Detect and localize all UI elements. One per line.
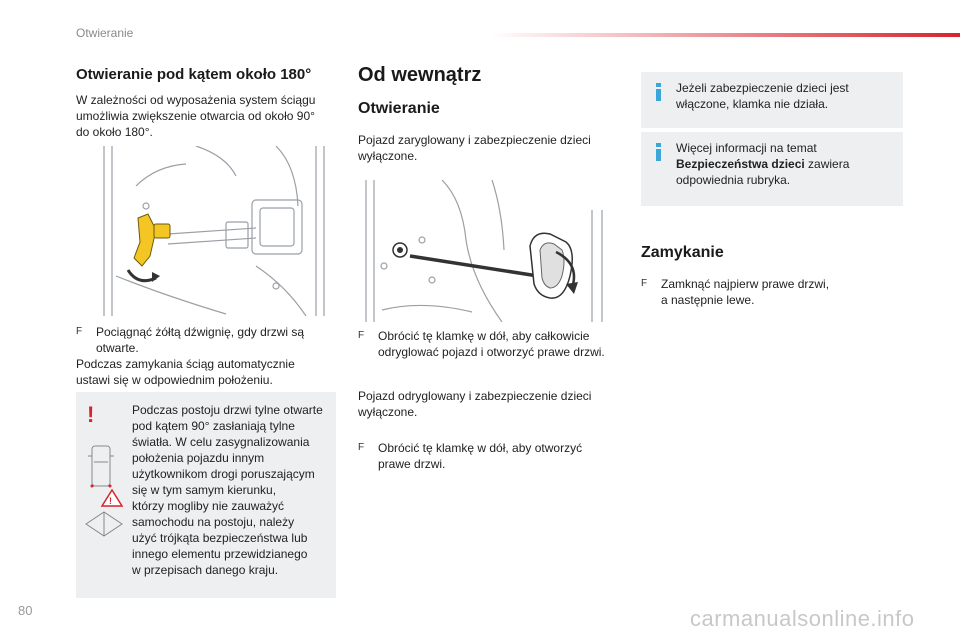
child-safety-link-text: Bezpieczeństwa dzieci — [676, 157, 805, 171]
bullet-line: Pociągnąć żółtą dźwignię, gdy drzwi są — [96, 325, 305, 339]
bullet-marker: F — [358, 330, 365, 341]
closing-note-line: ustawi się w odpowiednim położeniu. — [76, 373, 273, 387]
warning-line: użytkownikom drogi poruszającym — [132, 467, 315, 481]
bullet-marker: F — [641, 278, 648, 289]
bullet-line: otwarte. — [96, 341, 139, 355]
info-icon — [655, 83, 662, 101]
bullet-line: prawe drzwi. — [378, 457, 446, 471]
bullet-unlock-open — [358, 328, 628, 360]
paragraph-line: Pojazd odryglowany i zabezpieczenie dzieci — [358, 389, 592, 403]
bullet-line: Obrócić tę klamkę w dół, aby całkowicie — [378, 329, 590, 343]
bullet-line: odryglować pojazd i otworzyć prawe drzwi. — [378, 345, 605, 359]
heading-from-inside: Od wewnątrz — [358, 64, 482, 86]
warning-line: użyć trójkąta bezpieczeństwa lub — [132, 531, 308, 545]
bullet-marker: F — [358, 442, 365, 453]
warning-line: położenia pojazdu innym — [132, 451, 265, 465]
bullet-item — [358, 328, 628, 360]
unlocked-state-paragraph — [358, 388, 628, 420]
bullet-item — [358, 440, 628, 472]
info-box-child-lock — [641, 72, 903, 128]
info-line: włączone, klamka nie działa. — [676, 97, 829, 111]
section-title: Otwieranie — [76, 26, 134, 40]
page-number: 80 — [18, 603, 33, 618]
heading-opening: Otwieranie — [358, 100, 440, 117]
paragraph-line: wyłączone. — [358, 149, 418, 163]
warning-line: samochodu na postoju, należy — [132, 515, 295, 529]
warning-line: się w tym samym kierunku, — [132, 483, 277, 497]
paragraph-line: Pojazd zaryglowany i zabezpieczenie dzieci — [358, 133, 591, 147]
intro-line: umożliwia zwiększenie otwarcia od około 90° — [76, 109, 315, 123]
left-instructions — [76, 324, 336, 388]
intro-line: do około 180°. — [76, 125, 153, 139]
warning-triangle-illustration — [82, 442, 124, 540]
bullet-open-door — [358, 440, 628, 472]
interior-handle-illustration — [362, 180, 612, 322]
warning-exclamation-icon: ! — [87, 402, 95, 427]
info-box-child-safety — [641, 132, 903, 206]
bullet-item — [641, 276, 903, 308]
svg-text:!: ! — [109, 496, 112, 506]
info-line-rest: zawiera — [804, 157, 850, 171]
bullet-line: a następnie lewe. — [661, 293, 755, 307]
info-line: Więcej informacji na temat — [676, 141, 817, 155]
warning-line: światła. W celu zasygnalizowania — [132, 435, 310, 449]
bullet-line: Zamknąć najpierw prawe drzwi, — [661, 277, 830, 291]
info-line: odpowiednia rubryka. — [676, 173, 791, 187]
header-accent-bar — [490, 33, 960, 37]
intro-paragraph — [76, 92, 336, 140]
door-check-strap-illustration — [76, 146, 328, 316]
info-icon — [655, 143, 662, 161]
heading-closing: Zamykanie — [641, 244, 724, 261]
heading-opening-180: Otwieranie pod kątem około 180° — [76, 66, 312, 83]
warning-line: pod kątem 90° zasłaniają tylne — [132, 419, 295, 433]
warning-line: w przepisach danego kraju. — [132, 563, 279, 577]
bullet-pull-lever — [76, 324, 336, 356]
info-line: Jeżeli zabezpieczenie dzieci jest — [676, 81, 849, 95]
watermark: carmanualsonline.info — [690, 606, 915, 631]
info-text — [676, 140, 891, 188]
bullet-close-doors — [641, 276, 903, 308]
warning-text — [132, 402, 332, 578]
info-text — [676, 80, 891, 112]
bullet-line: Obrócić tę klamkę w dół, aby otworzyć — [378, 441, 583, 455]
warning-line: którzy mogliby nie zauważyć — [132, 499, 285, 513]
bullet-marker: F — [76, 326, 83, 337]
closing-note-line: Podczas zamykania ściąg automatycznie — [76, 357, 295, 371]
warning-line: innego elementu przewidzianego — [132, 547, 308, 561]
locked-state-paragraph — [358, 132, 628, 164]
paragraph-line: wyłączone. — [358, 405, 418, 419]
intro-line: W zależności od wyposażenia system ściągu — [76, 93, 316, 107]
warning-box — [76, 392, 336, 598]
warning-line: Podczas postoju drzwi tylne otwarte — [132, 403, 323, 417]
info-line — [676, 156, 891, 172]
